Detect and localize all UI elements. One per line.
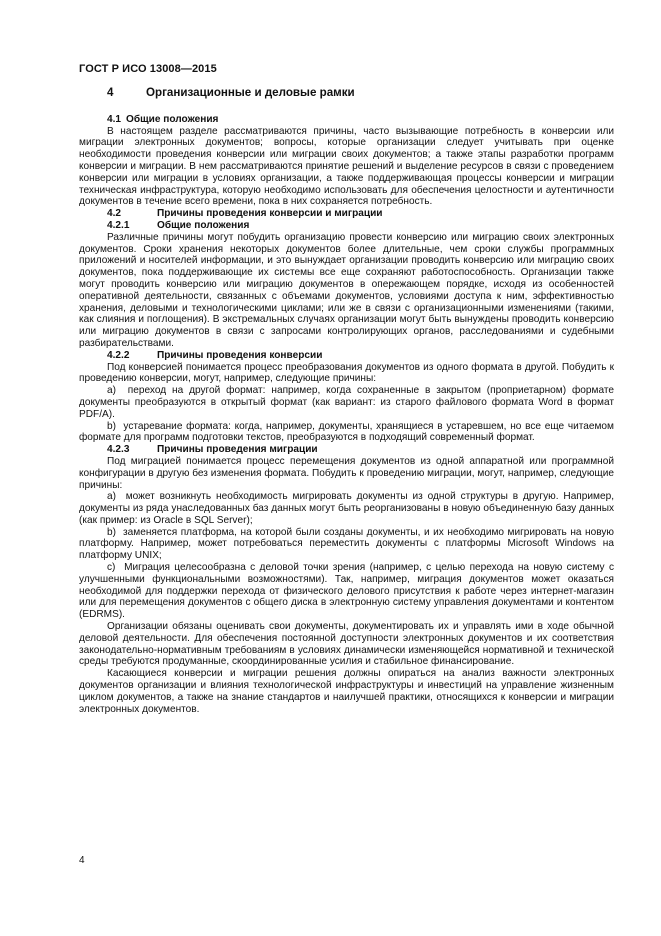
subsection-heading-4-2-1	[79, 220, 614, 232]
subsection-heading-4-2	[79, 208, 614, 220]
subsection-title: Причины проведения миграции	[157, 444, 318, 456]
paragraph: В настоящем разделе рассматриваются причины, часто вызывающие потребность в конверсии или миграции электронных документов; вопросы, которые организации следует учитывать при оценке необходимости проведения конверсии или миграции своих документов; а также этапы разработки программ конверсии и миграции. В нем рассматриваются принятие решений и выделение ресурсов в связи с проведением конверсии или миграции в условиях организации, а также поддерживающая процессы конверсии и миграции техническая инфраструктура, которую необходимо использовать для обеспечения целостности и аутентичности документов в течение всего времени, пока в них сохраняется потребность.	[79, 125, 614, 208]
list-item: с) Миграция целесообразна с деловой точки зрения (например, с целью перехода на новую систему с улучшенными функциональными возможностями). Так, например, миграция документов может оказаться необходимой для поддержки перехода от физического делового присутствия к работе через интернет-магазин или для перемещения документов с общего диска в электронную систему управления документами и контентом (EDRMS).	[79, 562, 614, 621]
subsection-number: 4.2.3	[107, 444, 130, 456]
list-item: а) может возникнуть необходимость мигрировать документы из одной структуры в другую. Например, документы из ряда унаследованных баз данных могут быть реорганизованы в новую объединенную базу данных (как пример: из Oracle в SQL Server);	[79, 491, 614, 526]
subsection-heading-4-2-2	[79, 350, 614, 362]
subsection-number: 4.2	[107, 208, 122, 220]
list-item: а) переход на другой формат: например, когда сохраненные в закрытом (проприетарном) формате документы преобразуются в открытый формат (как вариант: из старого файлового формата Word в формат PDF/A).	[79, 385, 614, 420]
paragraph: Касающиеся конверсии и миграции решения должны опираться на анализ важности электронных документов организации и влияния технологической инфраструктуры и инвестиций на управление жизненным циклом документов, а также на знание стандартов и наилучшей практики, относящихся к конверсии и миграции электронных документов.	[79, 668, 614, 715]
subsection-number: 4.1	[107, 113, 122, 125]
subsection-title: Общие положения	[157, 219, 250, 231]
subsection-title: Общие положения	[126, 113, 219, 125]
document-body	[79, 87, 614, 715]
subsection-heading-4-2-3	[79, 444, 614, 456]
section-title: Организационные и деловые рамки	[146, 86, 355, 99]
subsection-number: 4.2.1	[107, 219, 130, 231]
list-item: b) устаревание формата: когда, например, документы, хранящиеся в устаревшем, но все еще читаемом формате для программ подготовки текстов, преобразуются в подходящий современный формат.	[79, 420, 614, 444]
paragraph: Под конверсией понимается процесс преобразования документов из одного формата в другой. Побудить к проведению конверсии, могут, например, следующие причины:	[79, 361, 614, 385]
page-number: 4	[79, 855, 85, 866]
paragraph: Под миграцией понимается процесс перемещения документов из одной аппаратной или программной конфигурации в другую без изменения формата. Побудить к проведению миграции, могут, например, следующие причины:	[79, 455, 614, 491]
section-number: 4	[107, 86, 114, 99]
subsection-heading-4-1	[79, 114, 614, 126]
subsection-title: Причины проведения конверсии и миграции	[157, 208, 383, 220]
subsection-number: 4.2.2	[107, 349, 130, 361]
list-item: b) заменяется платформа, на которой были созданы документы, и их необходимо мигрировать на новую платформу. Например, может потребоваться переместить документы с платформы Microsoft Windows на платформу UNIX;	[79, 526, 614, 562]
subsection-title: Причины проведения конверсии	[157, 349, 323, 361]
section-heading	[79, 87, 614, 99]
paragraph: Различные причины могут побудить организацию провести конверсию или миграцию своих электронных документов. Сроки хранения некоторых документов более длительные, чем сроки службы программных приложений и носителей информации, и это вынуждает организации проводить конверсию или миграцию своих документов, пока поддерживающие их системы все еще сохраняют работоспособность. Организации также могут проводить конверсию или миграцию документов в опережающем порядке, исходя из особенностей оперативной деятельности, связанных с объемами документов, условиями доступа к ним, эффективностью хранения, деловыми и технологическими циклами; или же в связи с организационными изменениями (такими, как слияния и поглощения). В экстремальных случаях организации могут быть вынуждены проводить конверсию или миграцию документов в связи с запросами контролирующих органов, расследованиями и судебными разбирательствами.	[79, 231, 614, 349]
paragraph: Организации обязаны оценивать свои документы, документировать их и управлять ими в ходе обычной деловой деятельности. Для обеспечения постоянной доступности электронных документов и их соответствия законодательно-нормативным требованиям в условиях динамически изменяющейся нормативной и технической среды требуются продуманные, скоординированные усилия и стабильное финансирование.	[79, 621, 614, 668]
document-header: ГОСТ Р ИСО 13008—2015	[79, 63, 217, 75]
